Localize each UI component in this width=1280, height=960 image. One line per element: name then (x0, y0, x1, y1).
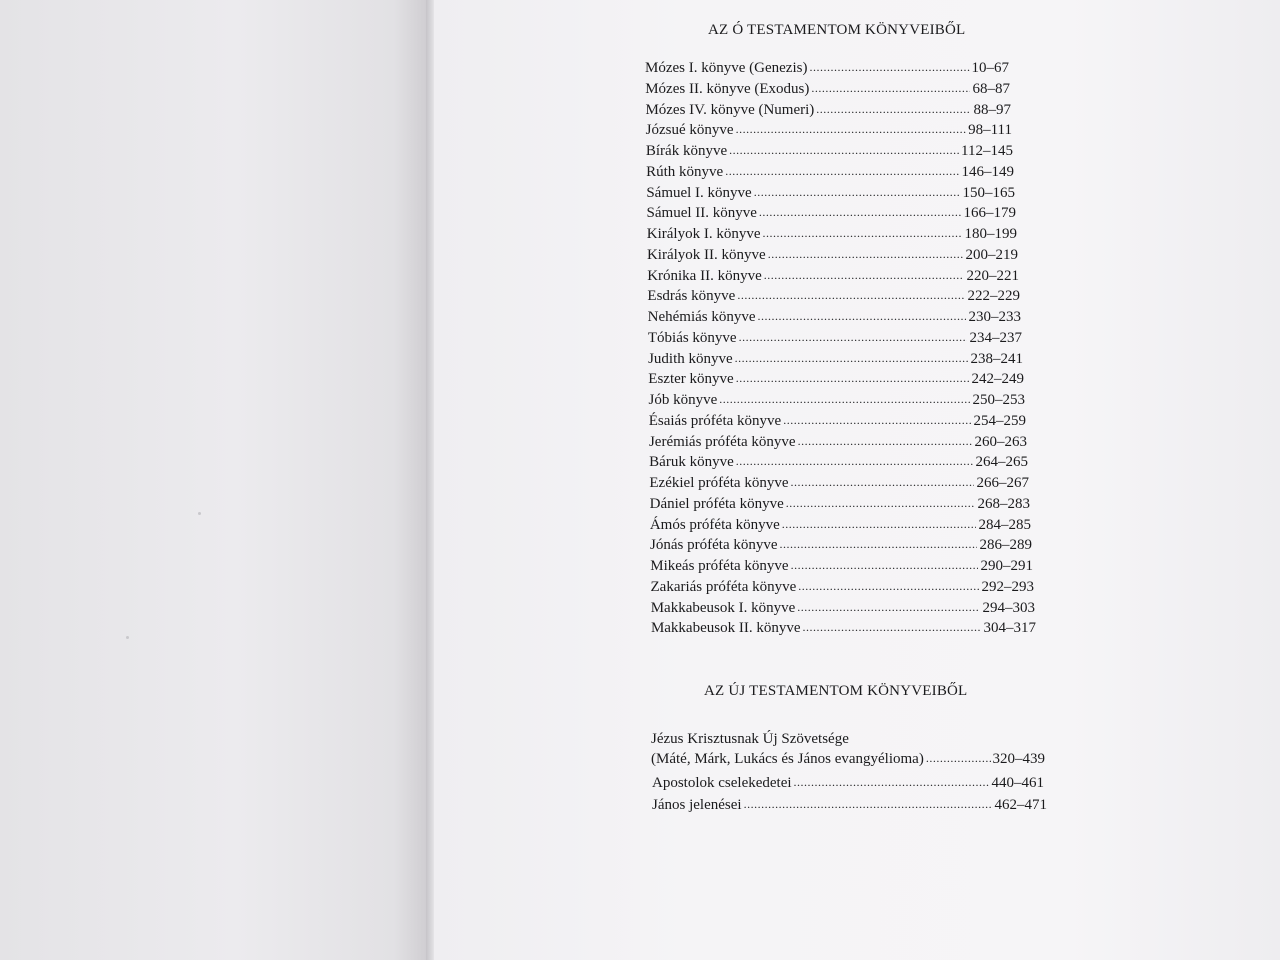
toc-entry (649, 475, 1029, 495)
toc-entry-pages: 286–289 (979, 537, 1032, 554)
toc-entry-title: Makkabeusok II. könyve (650, 620, 801, 637)
toc-dot-leader (926, 750, 991, 767)
toc-entry-pages: 284–285 (978, 516, 1031, 533)
toc-entry-pages: 68–87 (972, 80, 1010, 97)
toc-entry (646, 122, 1012, 142)
toc-entry-pages: 180–199 (964, 226, 1017, 242)
toc-dot-leader (816, 101, 971, 118)
toc-entry-pages: 238–241 (970, 350, 1023, 367)
toc-entry-pages: 88–97 (973, 101, 1011, 118)
toc-entry-pages: 268–283 (977, 495, 1030, 512)
toc-entry-pages: 200–219 (965, 246, 1018, 263)
toc-entry-title: Sámuel I. könyve (646, 184, 752, 201)
toc-entry-title: Királyok I. könyve (646, 226, 761, 242)
toc-entry (651, 751, 1045, 771)
toc-entry (648, 371, 1024, 391)
toc-entry (646, 143, 1013, 163)
toc-entry-title: Bírák könyve (645, 143, 728, 159)
toc-entry-pages: 112–145 (961, 143, 1013, 159)
toc-entry (651, 620, 1036, 640)
toc-entry-pages: 304–317 (983, 620, 1036, 637)
toc-entry-pages: 290–291 (980, 558, 1033, 574)
toc-dot-leader (759, 204, 962, 221)
toc-entry-title: Báruk könyve (649, 454, 734, 471)
old-testament-heading: AZ Ó TESTAMENTOM KÖNYVEIBŐL (708, 22, 966, 38)
toc-dot-leader (798, 578, 979, 595)
toc-entry-title: Királyok II. könyve (646, 246, 766, 263)
toc-dot-leader (780, 536, 978, 553)
toc-entry (651, 579, 1035, 599)
toc-entry-title: Rúth könyve (646, 163, 724, 180)
toc-entry-pages: 222–229 (967, 288, 1020, 305)
toc-dot-leader (744, 796, 993, 813)
toc-entry-title: Makkabeusok I. könyve (650, 599, 796, 616)
toc-entry (650, 496, 1030, 516)
toc-entry-title: Jónás próféta könyve (650, 537, 778, 554)
toc-entry-title: Jerémiás próféta könyve (648, 433, 796, 450)
toc-dot-leader (736, 370, 970, 387)
toc-entry (647, 268, 1019, 288)
toc-entry (648, 309, 1021, 329)
toc-dot-leader (783, 412, 971, 429)
toc-entry-pages: 242–249 (971, 371, 1024, 388)
toc-entry-title: Tóbiás könyve (647, 329, 737, 346)
toc-entry-title: Mikeás próféta könyve (650, 558, 789, 574)
toc-entry-title: Esdrás könyve (647, 288, 736, 305)
toc-dot-leader (758, 308, 967, 325)
toc-dot-leader (764, 267, 965, 284)
toc-dot-leader (811, 80, 970, 97)
toc-entry (652, 797, 1047, 817)
toc-entry (646, 185, 1015, 205)
toc-entry-pages: 294–303 (982, 599, 1035, 616)
toc-entry-pages: 462–471 (994, 797, 1047, 813)
toc-entry (650, 558, 1033, 578)
toc-dot-leader (725, 163, 959, 180)
toc-dot-leader (786, 495, 976, 512)
toc-dot-leader (729, 142, 959, 159)
toc-entry (648, 351, 1023, 371)
toc-dot-leader (739, 329, 968, 346)
toc-entry-pages: 166–179 (963, 205, 1016, 222)
paper-speck (198, 512, 201, 515)
toc-entry (649, 434, 1027, 454)
toc-dot-leader (737, 287, 965, 304)
toc-entry-title: Sámuel II. könyve (646, 205, 757, 222)
toc-entry-title: Nehémiás könyve (647, 309, 756, 325)
toc-entry-pages: 250–253 (972, 392, 1025, 408)
toc-dot-leader (791, 557, 979, 574)
left-page (0, 0, 428, 960)
toc-entry-title: Jób könyve (648, 392, 718, 408)
toc-dot-leader (794, 774, 990, 791)
toc-entry-title: Józsué könyve (645, 122, 734, 139)
toc-entry (646, 164, 1014, 184)
toc-entry-title: Apostolok cselekedetei (652, 775, 792, 791)
toc-entry (650, 517, 1031, 537)
toc-entry-pages: 234–237 (969, 329, 1022, 346)
toc-entry (645, 60, 1009, 80)
toc-entry (647, 247, 1018, 267)
toc-entry (648, 330, 1022, 350)
new-testament-heading: AZ ÚJ TESTAMENTOM KÖNYVEIBŐL (704, 683, 968, 699)
toc-entry-pages: 230–233 (968, 309, 1021, 325)
toc-dot-leader (754, 184, 961, 201)
toc-dot-leader (736, 121, 967, 138)
toc-entry-title: Mózes IV. könyve (Numeri) (645, 101, 815, 118)
toc-entry (652, 775, 1044, 795)
toc-entry-pages: 220–221 (966, 267, 1019, 284)
toc-entry-title: (Máté, Márk, Lukács és János evangyélioma) (651, 751, 924, 767)
toc-entry-title: Ámós próféta könyve (649, 516, 780, 533)
toc-entry (649, 413, 1026, 433)
toc-entry-pages: 440–461 (991, 775, 1044, 791)
toc-entry-title: Zakariás próféta könyve (650, 578, 797, 595)
toc-dot-leader (736, 453, 974, 470)
toc-entry (647, 205, 1016, 225)
toc-dot-leader (762, 225, 962, 242)
toc-entry (649, 392, 1025, 412)
toc-entry-pages: 264–265 (975, 454, 1028, 471)
toc-entry (645, 81, 1010, 101)
toc-dot-leader (791, 474, 975, 491)
toc-entry-title: Eszter könyve (648, 371, 734, 388)
toc-entry-pages: 266–267 (976, 475, 1029, 491)
toc-dot-leader (719, 391, 970, 408)
toc-entry (649, 454, 1028, 474)
toc-dot-leader (802, 619, 981, 636)
toc-entry (650, 537, 1032, 557)
toc-entry-title: Mózes II. könyve (Exodus) (645, 80, 810, 97)
toc-entry (647, 288, 1020, 308)
toc-entry-title: Dániel próféta könyve (649, 495, 784, 512)
toc-dot-leader (768, 246, 964, 263)
toc-entry-pages: 10–67 (971, 60, 1009, 76)
toc-entry-title: Krónika II. könyve (647, 267, 762, 284)
toc-dot-leader (735, 350, 969, 367)
toc-entry-title: Mózes I. könyve (Genezis) (645, 60, 808, 76)
toc-entry-pages: 98–111 (968, 122, 1012, 139)
new-testament-intro: Jézus Krisztusnak Új Szövetsége (651, 731, 849, 747)
toc-entry-title: Ezékiel próféta könyve (649, 475, 789, 491)
toc-dot-leader (782, 516, 977, 533)
toc-dot-leader (809, 59, 969, 76)
toc-entry (647, 226, 1017, 246)
toc-entry-pages: 292–293 (981, 578, 1034, 595)
toc-entry-pages: 320–439 (992, 751, 1045, 767)
toc-entry-pages: 146–149 (961, 163, 1014, 180)
paper-speck (126, 636, 129, 639)
toc-dot-leader (797, 599, 980, 616)
toc-dot-leader (798, 433, 973, 450)
toc-entry (651, 600, 1035, 620)
toc-entry (645, 102, 1011, 122)
toc-entry-pages: 150–165 (962, 184, 1015, 201)
toc-entry-pages: 260–263 (974, 433, 1027, 450)
toc-entry-pages: 254–259 (973, 412, 1026, 429)
toc-entry-title: Judith könyve (648, 350, 733, 367)
toc-entry-title: János jelenései (652, 797, 742, 813)
toc-entry-title: Ésaiás próféta könyve (648, 412, 782, 429)
